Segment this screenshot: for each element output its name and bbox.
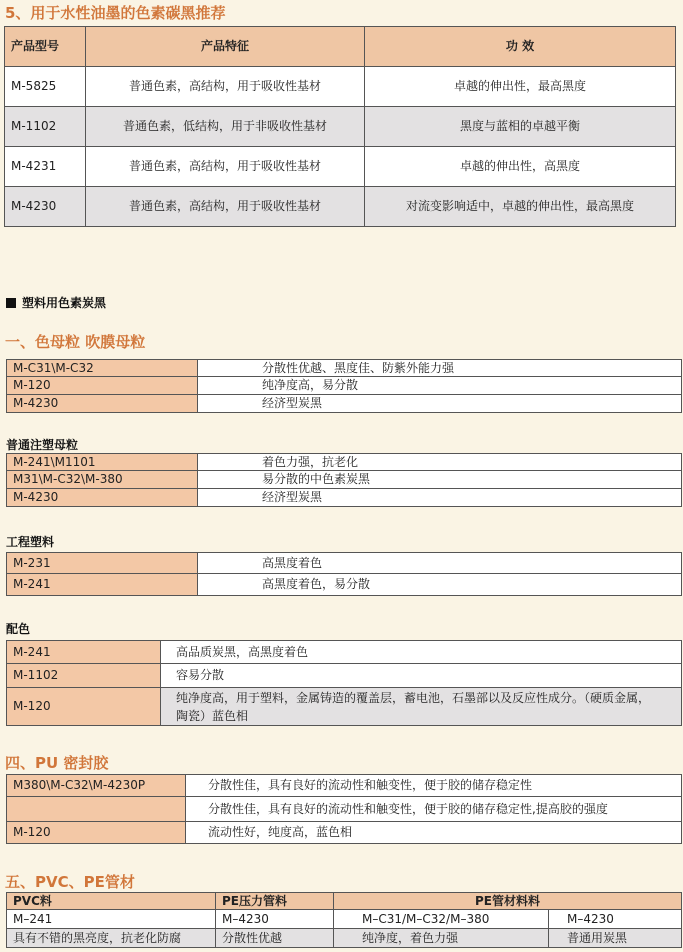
table-cell: M380\M-C32\M-4230P bbox=[6, 774, 186, 797]
table-cell: 纯净度高，用于塑料，金属铸造的覆盖层，蓄电池，石墨部以及反应性成分。（硬质金属，陶瓷）蓝色相 bbox=[161, 688, 682, 726]
table-cell: M-241 bbox=[6, 640, 161, 664]
plastics-heading-text: 塑料用色素炭黑 bbox=[22, 296, 107, 310]
table-cell: M–241 bbox=[6, 910, 216, 929]
table-cell: 普通色素，高结构，用于吸收性基材 bbox=[86, 67, 365, 107]
table-cell: M-120 bbox=[6, 377, 198, 395]
table-cell: M-1102 bbox=[6, 664, 161, 688]
table-cell: 具有不错的黑亮度，抗老化防腐 bbox=[6, 929, 216, 948]
table-cell: 高品质炭黑，高黑度着色 bbox=[161, 640, 682, 664]
square-bullet-icon bbox=[6, 298, 16, 308]
section-title-pvc-pe-pipe: 五、PVC、PE管材 bbox=[5, 873, 135, 891]
pipe-table bbox=[6, 892, 682, 948]
table-cell bbox=[6, 797, 186, 822]
table-cell: M-4231 bbox=[4, 147, 86, 187]
table-cell: M-231 bbox=[6, 552, 198, 574]
table-cell: 普通色素，低结构，用于非吸收性基材 bbox=[86, 107, 365, 147]
table-cell: 纯净度，着色力强 bbox=[334, 929, 549, 948]
section-title-pu-sealant: 四、PU 密封胶 bbox=[5, 754, 109, 772]
table-cell: M-C31\M-C32 bbox=[6, 359, 198, 377]
table-cell: 卓越的伸出性，高黑度 bbox=[365, 147, 676, 187]
table-cell: M-241\M1101 bbox=[6, 453, 198, 471]
color-matching-table bbox=[6, 640, 682, 726]
table-cell: M-4230 bbox=[4, 187, 86, 227]
table-header: 产品特征 bbox=[86, 26, 365, 67]
table-cell: 纯净度高，易分散 bbox=[198, 377, 682, 395]
table-cell: 易分散的中色素炭黑 bbox=[198, 471, 682, 489]
table-cell: 高黑度着色 bbox=[198, 552, 682, 574]
section-title-masterbatch: 一、色母粒 吹膜母粒 bbox=[5, 333, 146, 351]
table-cell: 普通用炭黑 bbox=[549, 929, 682, 948]
table-cell: M–4230 bbox=[216, 910, 334, 929]
table-cell: M31\M-C32\M-380 bbox=[6, 471, 198, 489]
table-header: PE压力管料 bbox=[216, 892, 334, 910]
table-header: 产品型号 bbox=[4, 26, 86, 67]
section-title-waterborne-ink: 5、用于水性油墨的色素碳黑推荐 bbox=[5, 4, 226, 22]
table-cell: 分散性佳，具有良好的流动性和触变性，便于胶的储存稳定性 bbox=[186, 774, 682, 797]
ink-table bbox=[4, 26, 676, 227]
injection-table bbox=[6, 453, 682, 507]
subsection-title-injection: 普通注塑母粒 bbox=[6, 438, 79, 452]
table-cell: M–4230 bbox=[549, 910, 682, 929]
table-cell: M-4230 bbox=[6, 489, 198, 507]
engineering-table bbox=[6, 552, 682, 596]
pu-sealant-table bbox=[6, 774, 682, 844]
table-cell: M-120 bbox=[6, 822, 186, 844]
subsection-title-engineering: 工程塑料 bbox=[6, 535, 55, 549]
table-cell: 分散性佳，具有良好的流动性和触变性，便于胶的储存稳定性,提高胶的强度 bbox=[186, 797, 682, 822]
masterbatch-table bbox=[6, 359, 682, 413]
table-cell: 高黑度着色，易分散 bbox=[198, 574, 682, 596]
table-cell: M-120 bbox=[6, 688, 161, 726]
table-header: 功 效 bbox=[365, 26, 676, 67]
table-header: PE管材料料 bbox=[334, 892, 682, 910]
table-cell: 分散性优越、黑度佳、防紫外能力强 bbox=[198, 359, 682, 377]
table-cell: 黑度与蓝相的卓越平衡 bbox=[365, 107, 676, 147]
table-cell: 容易分散 bbox=[161, 664, 682, 688]
table-cell: M-1102 bbox=[4, 107, 86, 147]
table-header: PVC料 bbox=[6, 892, 216, 910]
table-cell: 经济型炭黑 bbox=[198, 489, 682, 507]
table-cell: 经济型炭黑 bbox=[198, 395, 682, 413]
table-cell: M-241 bbox=[6, 574, 198, 596]
table-cell: 普通色素，高结构，用于吸收性基材 bbox=[86, 187, 365, 227]
table-cell: 普通色素，高结构，用于吸收性基材 bbox=[86, 147, 365, 187]
table-cell: 流动性好，纯度高，蓝色相 bbox=[186, 822, 682, 844]
table-cell: 分散性优越 bbox=[216, 929, 334, 948]
table-cell: M-5825 bbox=[4, 67, 86, 107]
table-cell: M–C31/M–C32/M–380 bbox=[334, 910, 549, 929]
table-cell: 卓越的伸出性，最高黑度 bbox=[365, 67, 676, 107]
table-cell: 对流变影响适中，卓越的伸出性，最高黑度 bbox=[365, 187, 676, 227]
table-cell: M-4230 bbox=[6, 395, 198, 413]
subsection-title-color-matching: 配色 bbox=[6, 622, 31, 636]
table-cell: 着色力强，抗老化 bbox=[198, 453, 682, 471]
plastics-heading bbox=[6, 294, 106, 311]
